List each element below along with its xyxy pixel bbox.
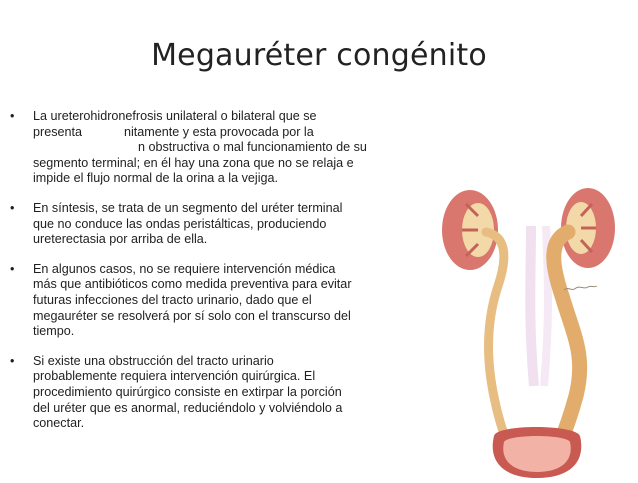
bullet-line: del uréter que es anormal, reduciéndolo y volviéndolo a xyxy=(33,400,343,415)
bullet-line: Si existe una obstrucción del tracto urinario xyxy=(33,353,274,368)
bullet-line: conectar. xyxy=(33,416,85,431)
bullet-marker: • xyxy=(10,261,15,276)
bullet-line: presenta nitamente y esta provocada por la xyxy=(33,124,314,139)
bullet-marker: • xyxy=(10,200,15,215)
bullet-item xyxy=(10,109,392,187)
bullet-line: segmento terminal; en él hay una zona que no se relaja e xyxy=(33,155,354,170)
bullet-line: procedimiento quirúrgico consiste en extirpar la porción xyxy=(33,384,342,399)
bullet-list xyxy=(10,109,392,446)
right-megaureter xyxy=(554,232,580,448)
slide-title: Megauréter congénito xyxy=(151,38,487,73)
bullet-line: impide el flujo normal de la orina a la vejiga. xyxy=(33,171,279,186)
bullet-line: ureterectasia por arriba de ella. xyxy=(33,232,208,247)
bullet-item xyxy=(10,262,392,340)
bullet-item xyxy=(10,201,392,248)
bullet-item xyxy=(10,354,392,432)
bullet-line: n obstructiva o mal funcionamiento de su xyxy=(33,140,367,155)
bullet-line: En algunos casos, no se requiere intervención médica xyxy=(33,261,336,276)
bladder xyxy=(493,427,582,478)
bullet-marker: • xyxy=(10,353,15,368)
bullet-line: que no conduce las ondas peristálticas, produciendo xyxy=(33,216,327,231)
bullet-line: La ureterohidronefrosis unilateral o bilateral que se xyxy=(33,109,317,123)
bullet-line: futuras infecciones del tracto urinario, dado que el xyxy=(33,292,312,307)
bullet-line: tiempo. xyxy=(33,324,75,339)
bullet-line: probablemente requiera intervención quirúrgica. El xyxy=(33,369,316,384)
bullet-line: más que antibióticos como medida preventiva para evitar xyxy=(33,277,352,292)
urinary-tract-illustration xyxy=(436,186,638,478)
urinary-tract-icon xyxy=(436,186,638,478)
left-ureter xyxy=(486,232,512,448)
bullet-line: megauréter se resolverá por sí solo con el transcurso del xyxy=(33,308,351,323)
bullet-line: En síntesis, se trata de un segmento del uréter terminal xyxy=(33,200,343,215)
bullet-marker: • xyxy=(10,109,15,123)
